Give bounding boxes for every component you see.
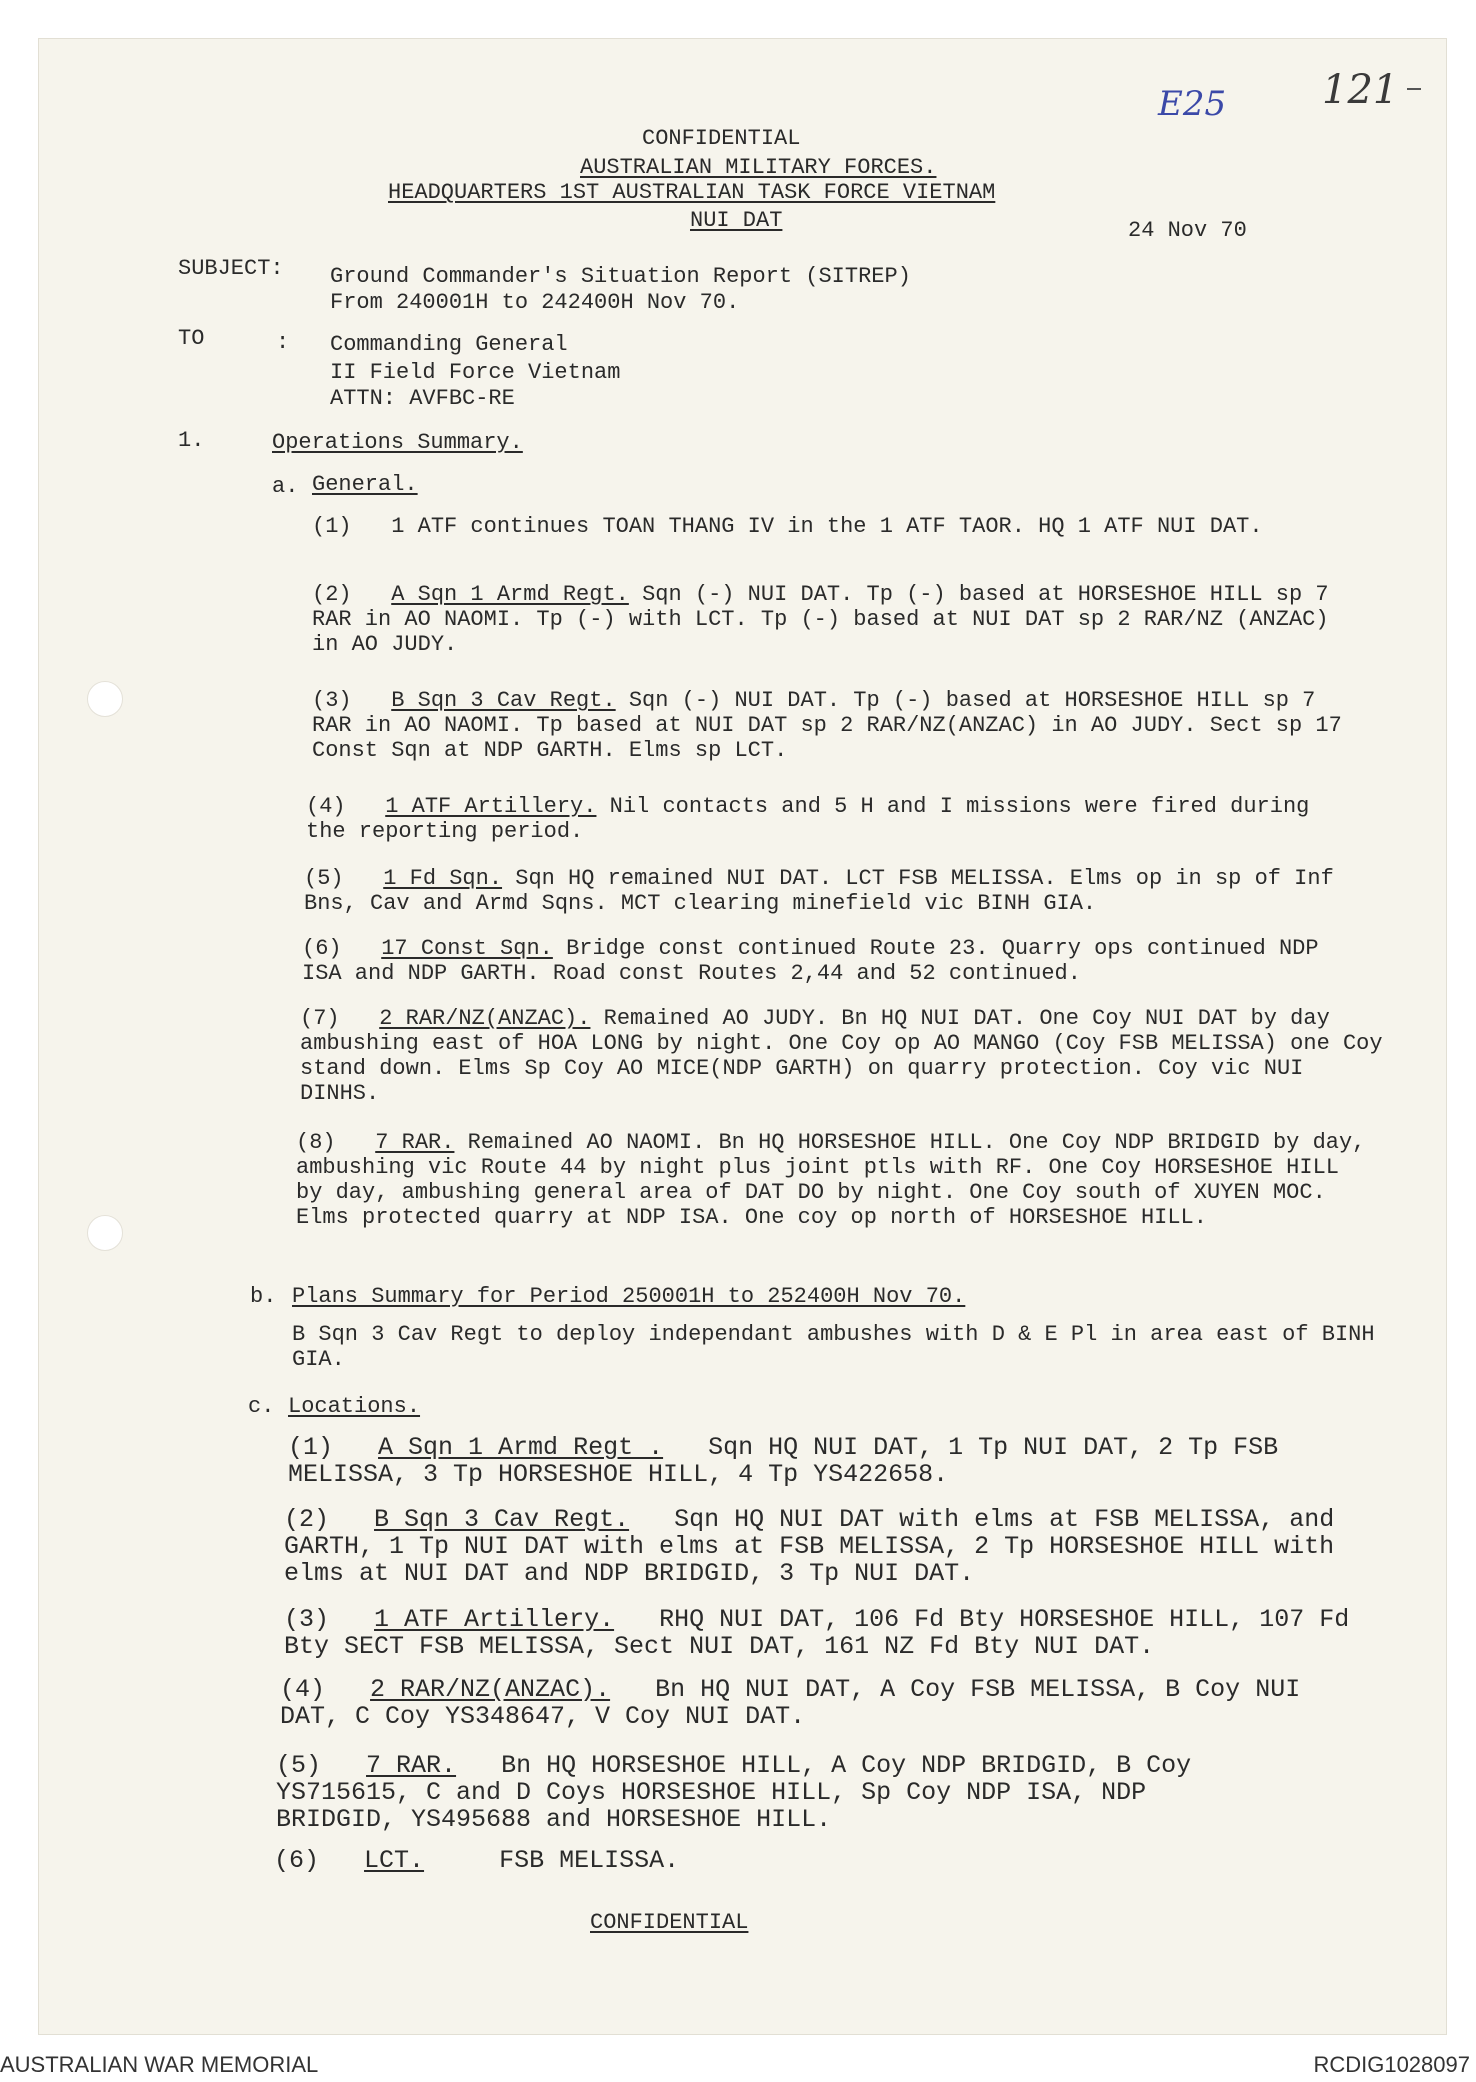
general-item [312,514,1362,539]
subject-line-2: From 240001H to 242400H Nov 70. [330,290,740,315]
item-text: Sqn (-) NUI DAT. Tp (-) based at HORSESHOE HILL sp 7 RAR in AO NAOMI. Tp based at NUI DAT sp 2 RAR/NZ(ANZAC) in AO JUDY. Sect sp 17 Const Sqn at NDP GARTH. Elms sp LCT. [312,688,1342,763]
item-unit: 2 RAR/NZ(ANZAC). [379,1006,591,1031]
item-text: Remained AO JUDY. Bn HQ NUI DAT. One Coy NUI DAT by day ambushing east of HOA LONG by night. One Coy op AO MANGO (Coy FSB MELISSA) one Coy stand down. Elms Sp Coy AO MICE(NDP GARTH) on quarry protection. Coy vic NUI DINHS. [300,1006,1383,1106]
item-text: 1 ATF continues TOAN THANG IV in the 1 ATF TAOR. HQ 1 ATF NUI DAT. [391,514,1263,539]
plans-letter: b. [250,1284,277,1309]
item-number: (7) [300,1006,340,1031]
item-text: Bridge const continued Route 23. Quarry ops continued NDP ISA and NDP GARTH. Road const Routes 2,44 and 52 continued. [302,936,1319,986]
general-title: General. [312,472,418,497]
locations-title: Locations. [288,1394,421,1419]
edge-mark [1407,88,1421,90]
item-unit: 1 ATF Artillery. [385,794,597,819]
general-letter: a. [272,474,299,499]
to-colon: : [276,330,290,355]
general-item [312,688,1362,763]
to-line-3: ATTN: AVFBC-RE [330,386,515,411]
hq-name: HEADQUARTERS 1ST AUSTRALIAN TASK FORCE VIETNAM [388,180,996,205]
report-date: 24 Nov 70 [1128,218,1247,243]
subject-label: SUBJECT: [178,256,284,281]
general-item [300,1006,1390,1106]
section-title: Operations Summary. [272,430,523,455]
item-unit: A Sqn 1 Armd Regt . [378,1433,664,1462]
locations-letter: c. [248,1394,275,1419]
item-number: (4) [280,1675,326,1704]
item-unit: LCT. [364,1846,425,1875]
item-unit: B Sqn 3 Cav Regt. [391,688,616,713]
item-unit: 1 ATF Artillery. [374,1605,615,1634]
general-item [296,1130,1366,1230]
item-number: (6) [302,936,342,961]
footer-left: AUSTRALIAN WAR MEMORIAL [0,2052,319,2077]
location-item [280,1676,1340,1730]
item-text: Bn HQ HORSESHOE HILL, A Coy NDP BRIDGID, B Coy YS715615, C and D Coys HORSESHOE HILL, Sp Coy NDP ISA, NDP BRIDGID, YS495688 and HORSESHOE HILL. [276,1751,1192,1834]
punch-hole [87,1215,123,1251]
classification-bottom: CONFIDENTIAL [590,1910,749,1935]
item-number: (6) [274,1846,320,1875]
item-unit: 7 RAR. [375,1130,455,1155]
item-unit: 1 Fd Sqn. [383,866,503,891]
classification-top: CONFIDENTIAL [642,126,801,151]
item-text: Sqn (-) NUI DAT. Tp (-) based at HORSESHOE HILL sp 7 RAR in AO NAOMI. Tp (-) with LCT. Tp (-) based at NUI DAT sp 2 RAR/NZ (ANZAC) in AO JUDY. [312,582,1329,657]
location-item [284,1506,1384,1587]
general-item [302,936,1362,986]
footer-right: RCDIG1028097 [1313,2052,1470,2077]
item-number: (1) [312,514,352,539]
item-unit: 17 Const Sqn. [381,936,553,961]
item-number: (8) [296,1130,336,1155]
item-text: RHQ NUI DAT, 106 Fd Bty HORSESHOE HILL, 107 Fd Bty SECT FSB MELISSA, Sect NUI DAT, 161 NZ Fd Bty NUI DAT. [284,1605,1350,1661]
section-number: 1. [178,428,205,453]
item-text: Sqn HQ NUI DAT, 1 Tp NUI DAT, 2 Tp FSB MELISSA, 3 Tp HORSESHOE HILL, 4 Tp YS422658. [288,1433,1279,1489]
subject-line-1: Ground Commander's Situation Report (SITREP) [330,264,911,289]
item-number: (4) [306,794,346,819]
item-text: Bn HQ NUI DAT, A Coy FSB MELISSA, B Coy NUI DAT, C Coy YS348647, V Coy NUI DAT. [280,1675,1301,1731]
plans-text: B Sqn 3 Cav Regt to deploy independant ambushes with D & E Pl in area east of BINH GIA. [292,1322,1375,1372]
general-item [304,866,1362,916]
item-number: (2) [312,582,352,607]
item-number: (1) [288,1433,334,1462]
location-item [284,1606,1384,1660]
item-number: (5) [304,866,344,891]
location-item [274,1848,679,1873]
item-number: (3) [284,1605,330,1634]
page-number: 121 [1322,67,1399,113]
location: NUI DAT [690,208,783,233]
item-number: (3) [312,688,352,713]
general-item [312,582,1362,657]
to-label: TO [178,326,205,351]
item-text: Remained AO NAOMI. Bn HQ HORSESHOE HILL. One Coy NDP BRIDGID by day, ambushing vic Route 44 by night plus joint ptls with RF. One Coy HORSESHOE HILL by day, ambushing general area of DAT DO by night. One Coy south of XUYEN MOC. Elms protected quarry at NDP ISA. One coy op north of HORSESHOE HILL. [296,1130,1366,1230]
item-unit: B Sqn 3 Cav Regt. [374,1505,630,1534]
location-item [276,1752,1276,1833]
to-line-1: Commanding General [330,332,568,357]
location-item [288,1434,1318,1488]
punch-hole [87,681,123,717]
org-name: AUSTRALIAN MILITARY FORCES. [580,155,937,180]
item-text: FSB MELISSA. [499,1846,680,1875]
item-unit: A Sqn 1 Armd Regt. [391,582,629,607]
item-unit: 2 RAR/NZ(ANZAC). [370,1675,611,1704]
to-line-2: II Field Force Vietnam [330,360,621,385]
file-mark: E25 [1158,84,1227,124]
item-text: Nil contacts and 5 H and I missions were fired during the reporting period. [306,794,1310,844]
item-text: Sqn HQ remained NUI DAT. LCT FSB MELISSA. Elms op in sp of Inf Bns, Cav and Armd Sqns. MCT clearing minefield vic BINH GIA. [304,866,1334,916]
item-unit: 7 RAR. [366,1751,457,1780]
item-text: Sqn HQ NUI DAT with elms at FSB MELISSA, and GARTH, 1 Tp NUI DAT with elms at FSB MELISSA, 2 Tp HORSESHOE HILL with elms at NUI DAT and NDP BRIDGID, 3 Tp NUI DAT. [284,1505,1335,1588]
item-number: (2) [284,1505,330,1534]
item-number: (5) [276,1751,322,1780]
general-item [306,794,1362,844]
plans-title: Plans Summary for Period 250001H to 252400H Nov 70. [292,1284,966,1309]
